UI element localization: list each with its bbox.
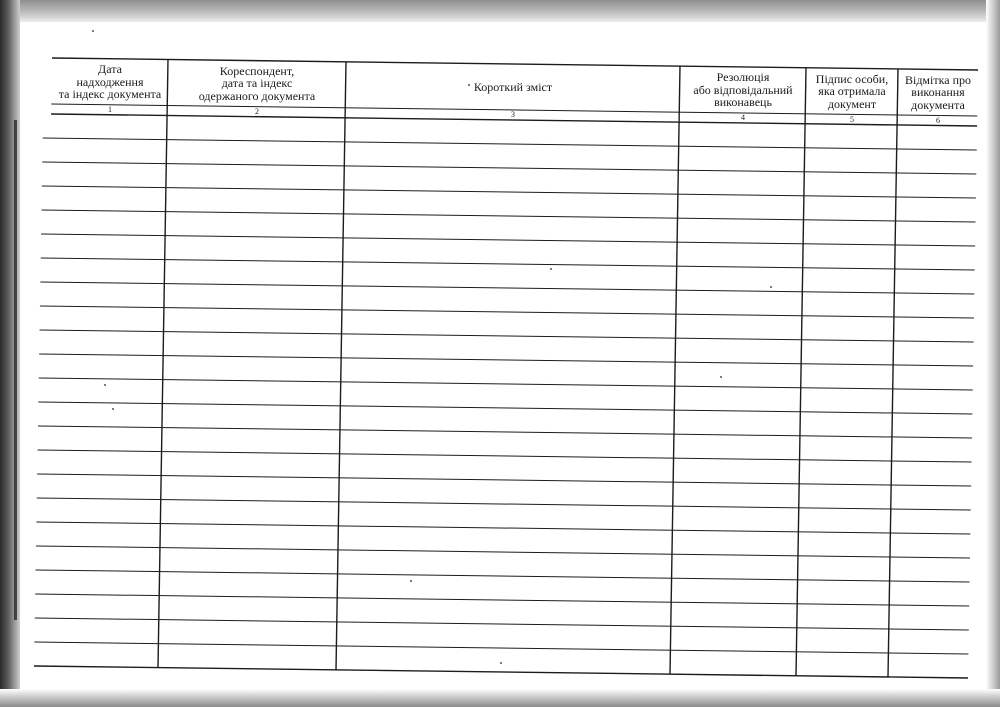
table-row-line: [35, 594, 969, 606]
table-row-line: [34, 642, 968, 654]
table-row-line: [36, 546, 970, 558]
table-row-line: [35, 618, 969, 630]
column-divider-line: [888, 69, 898, 677]
table-row-line: [41, 234, 975, 246]
table-row-line: [40, 306, 974, 318]
table-row-line: [38, 426, 972, 438]
table-row-line: [36, 522, 970, 534]
table-row-line: [36, 570, 970, 582]
column-number-6: 6: [936, 115, 940, 125]
table-row-line: [38, 402, 972, 414]
table-row-line: [34, 666, 968, 678]
table-row-line: [42, 186, 976, 198]
column-header-signature: Підпис особи, яка отримала документ: [815, 71, 889, 111]
column-divider-line: [670, 66, 680, 674]
scan-speck: [92, 30, 94, 32]
column-header-summary: Короткий зміст: [473, 79, 553, 94]
column-number-1: 1: [108, 105, 112, 115]
scan-speck: [720, 376, 722, 378]
table-row-line: [40, 282, 974, 294]
table-row-line: [39, 378, 973, 390]
table-row-line: [38, 450, 972, 462]
column-number-4: 4: [741, 113, 745, 123]
table-row-line: [40, 330, 974, 342]
column-header-correspondent: Кореспондент, дата та індекс одержаного документа: [198, 63, 316, 103]
scan-speck: [410, 580, 412, 582]
column-divider-line: [158, 60, 168, 668]
column-number-2: 2: [255, 107, 259, 117]
scan-speck: [770, 286, 772, 288]
column-header-resolution: Резолюція або відповідальний виконавець: [693, 70, 793, 110]
scan-speck: [500, 662, 502, 664]
table-row-line: [42, 162, 976, 174]
table-row-line: [39, 354, 973, 366]
column-divider-line: [796, 68, 806, 676]
table-row-line: [42, 210, 976, 222]
scan-speck: [112, 408, 114, 410]
scan-speck: [468, 84, 470, 86]
table-row-line: [43, 138, 977, 150]
table-row-line: [37, 474, 971, 486]
column-header-execution-mark: Відмітка про виконання документа: [904, 72, 971, 112]
scan-speck: [550, 268, 552, 270]
scan-speck: [104, 384, 106, 386]
column-header-date: Дата надходження та індекс документа: [58, 62, 162, 101]
column-number-3: 3: [511, 110, 515, 120]
column-number-5: 5: [850, 114, 854, 124]
column-divider-line: [336, 62, 346, 670]
table-row-line: [41, 258, 975, 270]
table-row-line: [37, 498, 971, 510]
